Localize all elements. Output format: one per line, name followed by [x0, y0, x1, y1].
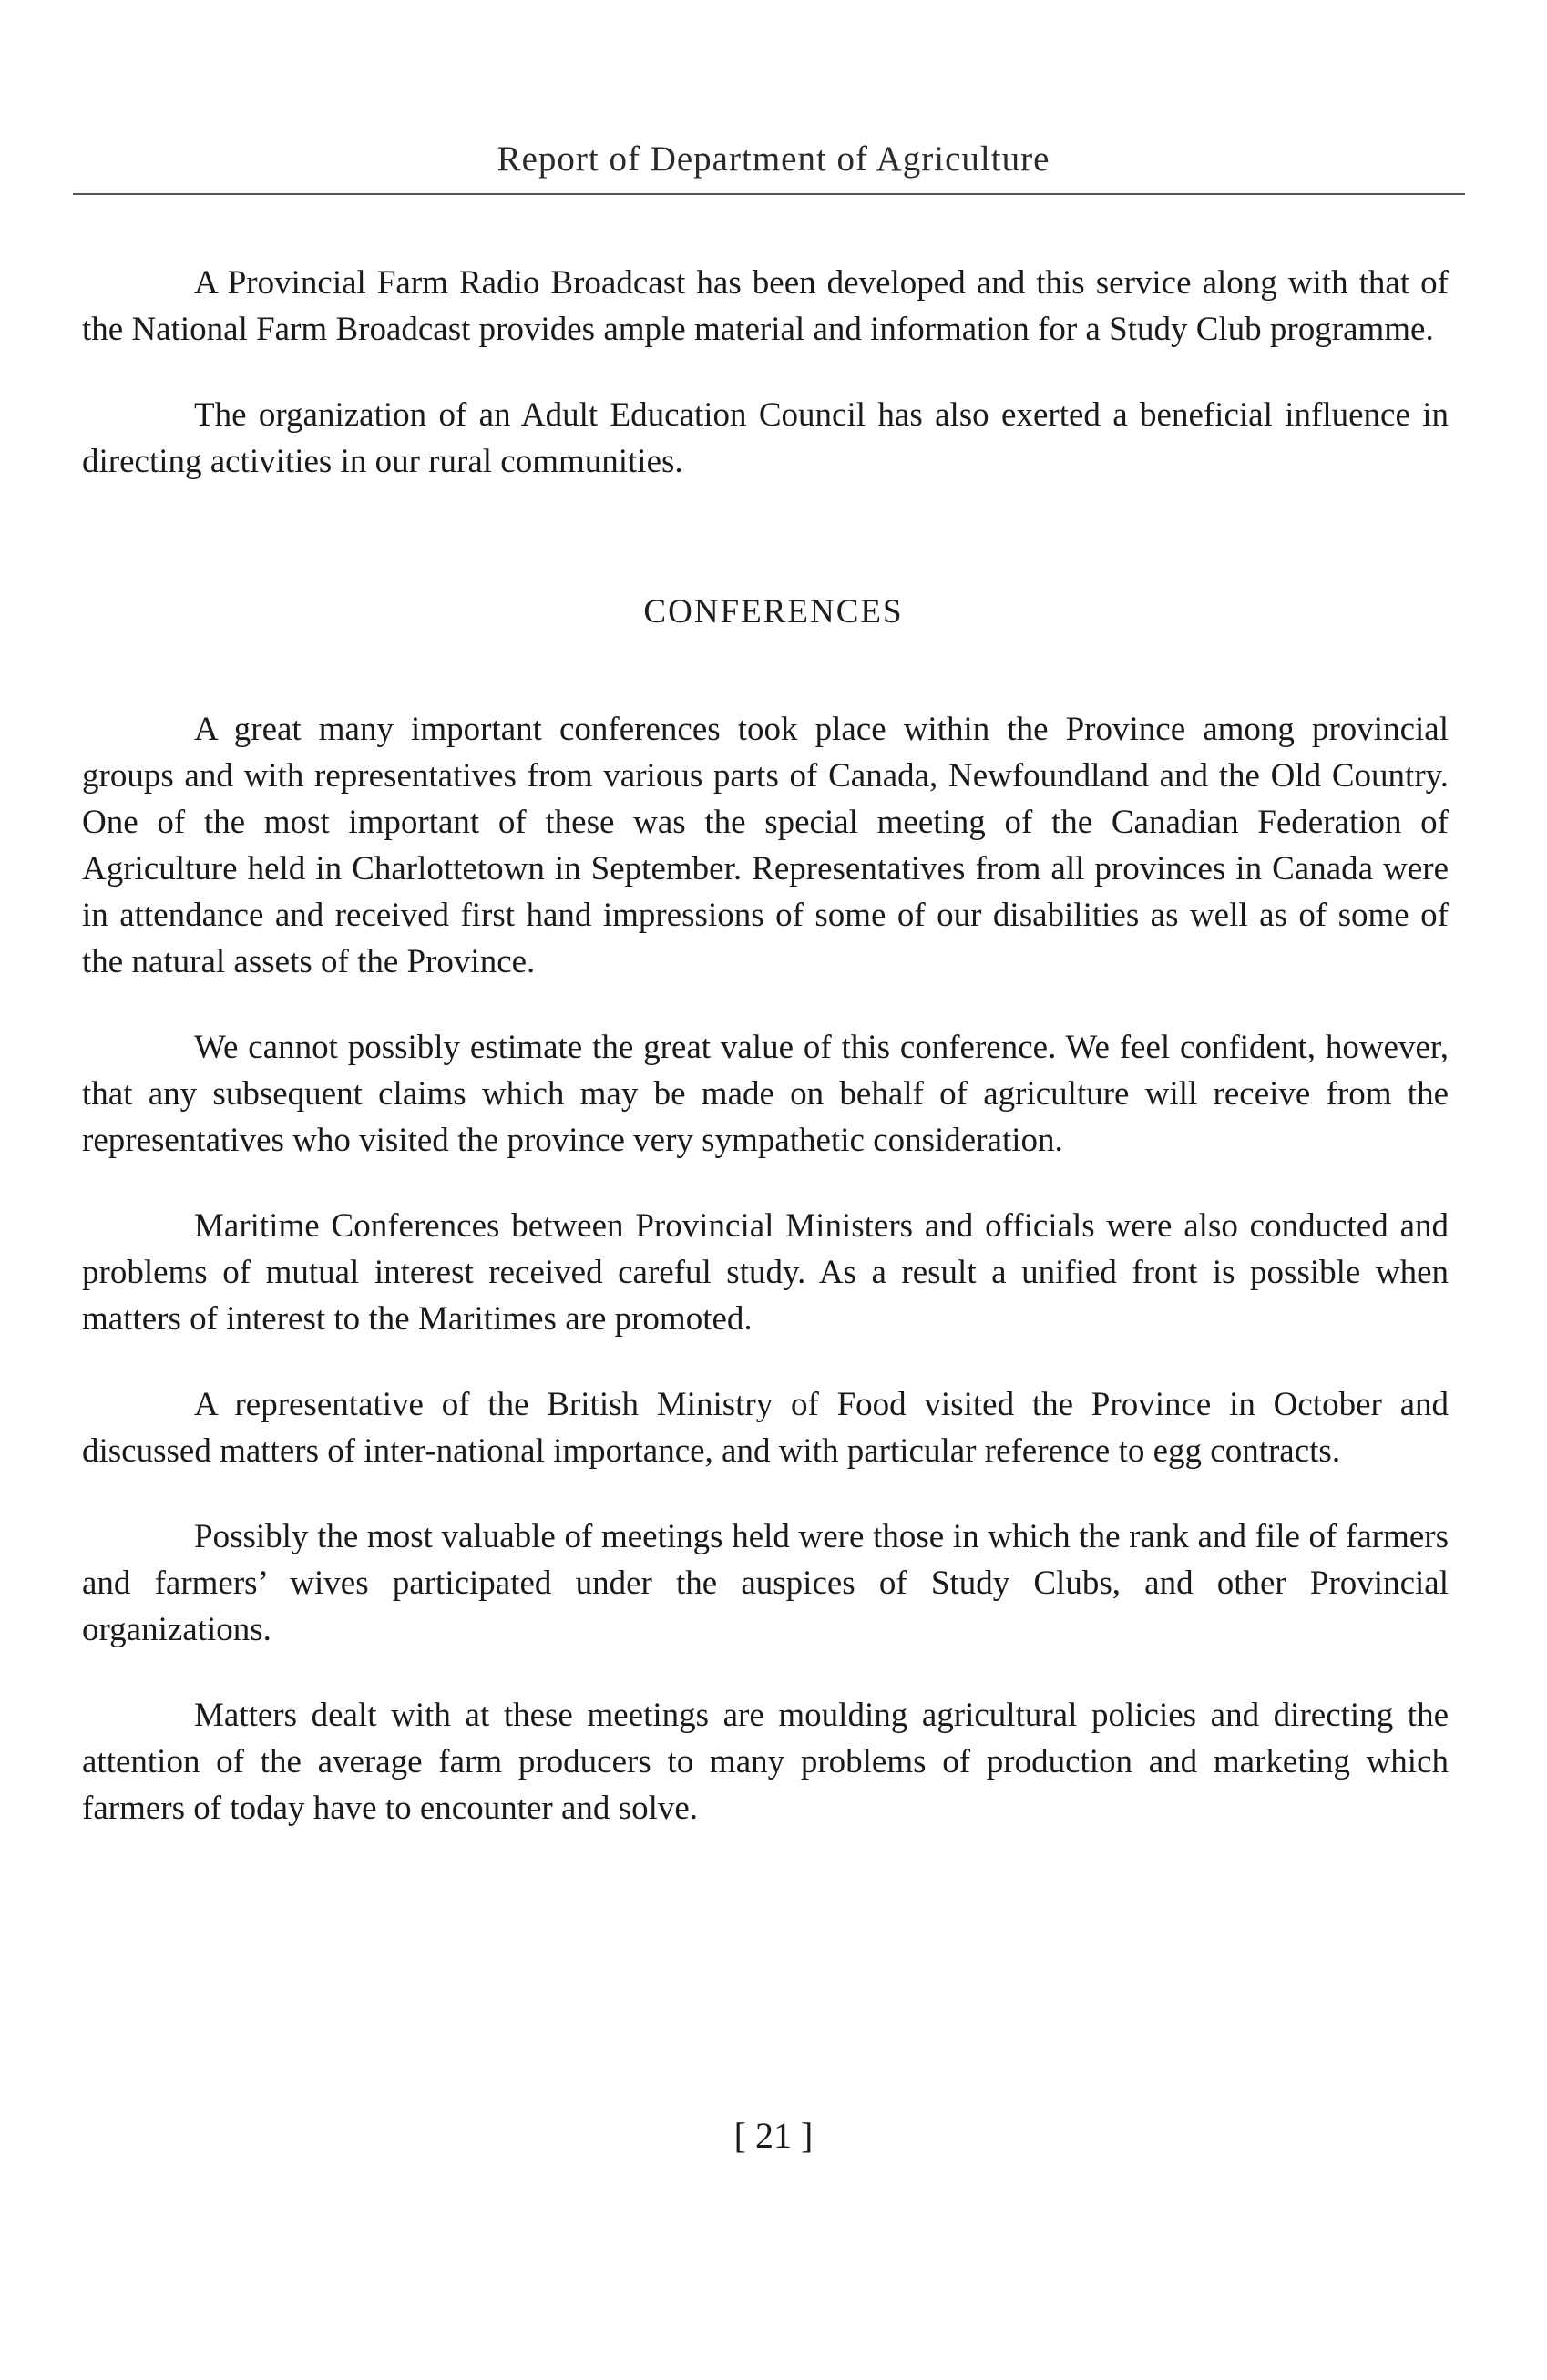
- paragraph-maritime-conferences: Maritime Conferences between Provincial Ministers and officials were also conducted and problems of mutual interest received careful study. As a result a unified front is possible when matters of interest to the Maritimes are promoted.: [82, 1207, 1449, 1338]
- paragraph-conferences: A great many important conferences took place within the Province among provincial groups and with representatives from various parts of Canada, Newfoundland and the Old Country. One of the most important of these was the special meeting of the Canadian Federation of Agriculture held in Charlottetown in September. Representatives from all provinces in Canada were in attendance and received first hand impressions of some of our disabilities as well as of some of the natural assets of the Province.: [82, 711, 1449, 980]
- paragraph-conference-value: We cannot possibly estimate the great value of this conference. We feel confident, however, that any subsequent claims which may be made on behalf of agriculture will receive from the representatives who visited the province very sympathetic consideration.: [82, 1029, 1449, 1159]
- running-head: Report of Department of Agriculture: [497, 139, 1050, 179]
- paragraph-adult-education: The organization of an Adult Education Council has also exerted a beneficial influence in directing activities in our rural communities.: [82, 396, 1449, 480]
- header-rule: [73, 193, 1465, 195]
- page-number: [ 21 ]: [733, 2115, 814, 2156]
- section-heading: CONFERENCES: [643, 593, 904, 631]
- intro-section: [82, 260, 1449, 485]
- paragraph-radio-broadcast: A Provincial Farm Radio Broadcast has been developed and this service along with that of the National Farm Broadcast provides ample material and information for a Study Club programme.: [82, 264, 1449, 348]
- paragraph-ministry-of-food: A representative of the British Ministry of Food visited the Province in October and discussed matters of inter-national importance, and with particular reference to egg contracts.: [82, 1386, 1449, 1470]
- conferences-section: [82, 706, 1449, 1831]
- paragraph-study-clubs: Possibly the most valuable of meetings held were those in which the rank and file of farmers and farmers’ wives participated under the auspices of Study Clubs, and other Provincial organizations.: [82, 1518, 1449, 1648]
- paragraph-meetings-outcome: Matters dealt with at these meetings are moulding agricultural policies and directing the attention of the average farm producers to many problems of production and marketing which farmers of today have to encounter and solve.: [82, 1697, 1449, 1827]
